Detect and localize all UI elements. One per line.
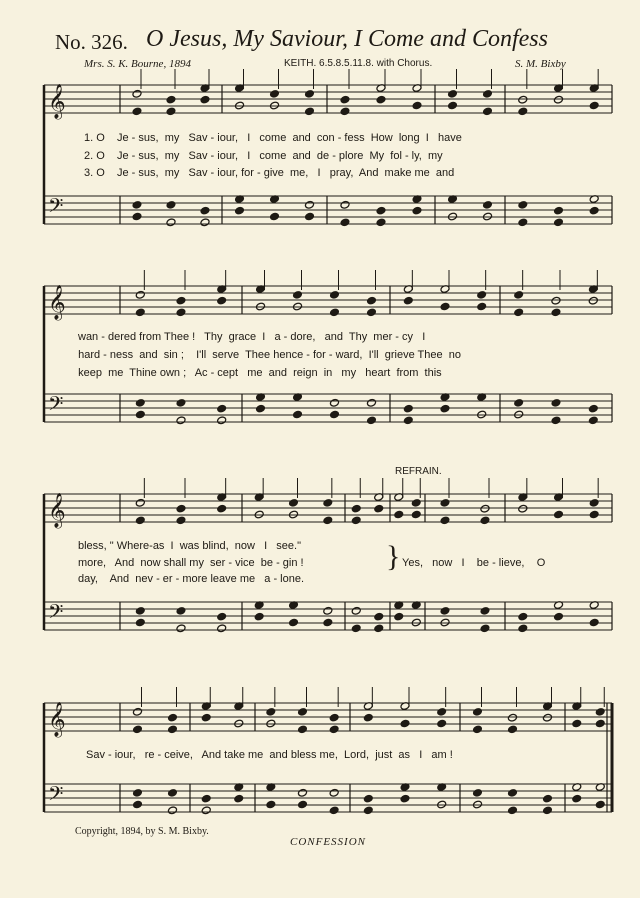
lyric-line-1-2: 2. O Je - sus, my Sav - iour, I come and de - plore My fol - ly, my (84, 150, 443, 162)
hymn-title: O Jesus, My Saviour, I Come and Confess (146, 26, 548, 52)
tune-meter: KEITH. 6.5.8.5.11.8. with Chorus. (284, 58, 433, 69)
svg-text:𝄢: 𝄢 (48, 392, 64, 420)
lyric-line-3-1: bless, " Where-as I was blind, now I see." (78, 540, 302, 552)
lyric-line-1-3: 3. O Je - sus, my Sav - iour, for - give me, I pray, And make me and (84, 167, 455, 179)
svg-text:𝄞: 𝄞 (48, 84, 66, 119)
svg-text:𝄢: 𝄢 (48, 600, 64, 628)
svg-text:𝄞: 𝄞 (48, 493, 66, 528)
lyric-line-2-2: hard - ness and sin ; I'll serve Thee hence - for - ward, I'll grieve Thee no (72, 349, 461, 361)
topic-label: CONFESSION (290, 836, 366, 848)
copyright-note: Copyright, 1894, by S. M. Bixby. (75, 826, 209, 837)
svg-text:𝄞: 𝄞 (48, 285, 66, 320)
composer-credit: S. M. Bixby (515, 58, 566, 70)
lyric-line-3-2: more, And now shall my ser - vice be - gin ! (78, 557, 304, 569)
svg-text:𝄢: 𝄢 (48, 782, 64, 810)
author-credit: Mrs. S. K. Bourne, 1894 (84, 58, 191, 70)
refrain-lyric-line: Yes, now I be - lieve, O (402, 557, 546, 569)
svg-text:𝄢: 𝄢 (48, 194, 64, 222)
refrain-label: REFRAIN. (395, 466, 442, 477)
verse-brace: } (386, 540, 401, 573)
svg-text:𝄞: 𝄞 (48, 702, 66, 737)
lyric-line-1-1: 1. O Je - sus, my Sav - iour, I come and con - fess How long I have (84, 132, 462, 144)
lyric-line-2-3: keep me Thine own ; Ac - cept me and reign in my heart from this (72, 367, 442, 379)
lyric-line-3-3: day, And nev - er - more leave me a - lone. (78, 573, 305, 585)
hymn-number: No. 326. (55, 30, 128, 54)
lyric-line-4-1: Sav - iour, re - ceive, And take me and bless me, Lord, just as I am ! (86, 749, 453, 761)
lyric-line-2-1: wan - dered from Thee ! Thy grace I a - dore, and Thy mer - cy I (78, 331, 426, 343)
